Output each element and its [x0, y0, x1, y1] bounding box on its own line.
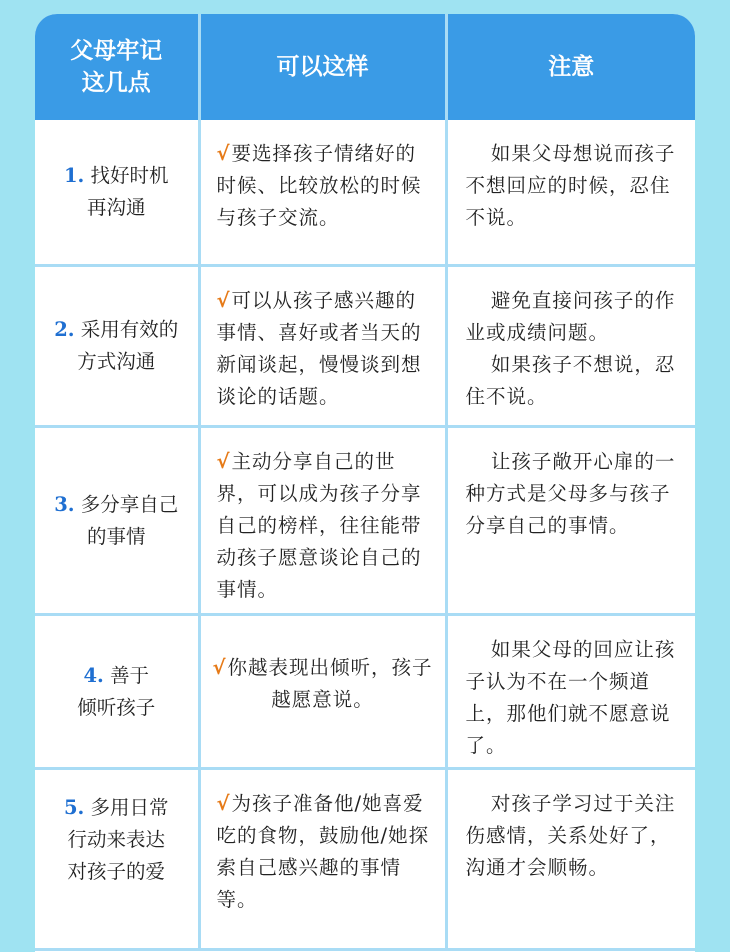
- table-row: [35, 615, 695, 769]
- tip-title-line2: 行动来表达: [67, 828, 165, 851]
- tip-title: 多分享自己: [80, 492, 179, 516]
- tip-title-cell: [35, 120, 199, 266]
- note-cell: [446, 120, 695, 266]
- method-cell: [199, 615, 446, 769]
- note-text: 对孩子学习过于关注伤感情，关系处好了，沟通才会顺畅。: [465, 792, 676, 879]
- method-cell: [199, 266, 446, 427]
- check-icon: √: [216, 450, 231, 473]
- tip-title-cell: [35, 769, 199, 950]
- header-col3: 注意: [446, 14, 695, 120]
- method-text: 为孩子准备他/她喜爱吃的食物，鼓励他/她探索自己感兴趣的事情等。: [216, 792, 430, 911]
- table-card: [35, 14, 695, 952]
- tip-title: 采用有效的: [80, 318, 179, 341]
- tip-title-line2: 再沟通: [86, 196, 146, 219]
- tip-number: 5.: [63, 796, 85, 819]
- header-col1-line1: 父母牢记: [70, 38, 163, 64]
- note-text-2: 如果孩子不想说，忍住不说。: [465, 353, 676, 408]
- tip-number: 4.: [83, 663, 104, 687]
- note-cell: [446, 615, 695, 769]
- header-col1: [35, 14, 199, 120]
- tip-title-cell: [35, 615, 199, 769]
- header-col2: 可以这样: [199, 14, 446, 120]
- table-row: [35, 427, 695, 615]
- tip-title-cell: [35, 427, 199, 615]
- table-row: [35, 769, 695, 950]
- note-text: 避免直接问孩子的作业或成绩问题。: [465, 289, 676, 344]
- note-cell: [446, 427, 695, 615]
- header-row: [35, 14, 695, 120]
- tip-title: 多用日常: [90, 796, 169, 819]
- method-text: 可以从孩子感兴趣的事情、喜好或者当天的新闻谈起，慢慢谈到想谈论的话题。: [216, 289, 422, 408]
- tip-title-cell: [35, 266, 199, 427]
- note-text: 如果父母想说而孩子不想回应的时候，忍住不说。: [465, 142, 676, 229]
- tip-title-line2: 倾听孩子: [77, 695, 156, 719]
- tip-number: 3.: [54, 492, 75, 516]
- method-text: 要选择孩子情绪好的时候、比较放松的时候与孩子交流。: [216, 142, 422, 229]
- tips-table: [35, 14, 695, 951]
- tip-title-line2: 方式沟通: [77, 350, 156, 373]
- check-icon: √: [216, 142, 231, 165]
- header-col1-line2: 这几点: [81, 70, 151, 96]
- tip-title-line2: 的事情: [86, 524, 146, 548]
- method-text: 你越表现出倾听，孩子越愿意说。: [227, 656, 433, 711]
- tip-number: 1.: [63, 164, 85, 187]
- method-cell: [199, 769, 446, 950]
- tip-title: 善于: [110, 663, 150, 687]
- note-text: 让孩子敞开心扉的一种方式是父母多与孩子分享自己的事情。: [465, 450, 676, 537]
- tip-title: 找好时机: [90, 164, 169, 187]
- check-icon: √: [216, 792, 231, 815]
- method-cell: [199, 120, 446, 266]
- table-row: [35, 120, 695, 266]
- tip-title-line3: 对孩子的爱: [67, 860, 165, 883]
- check-icon: √: [216, 289, 231, 312]
- method-text: 主动分享自己的世界，可以成为孩子分享自己的榜样，往往能带动孩子愿意谈论自己的事情。: [216, 450, 422, 601]
- method-cell: [199, 427, 446, 615]
- check-icon: √: [212, 656, 227, 679]
- note-cell: [446, 266, 695, 427]
- note-cell: [446, 769, 695, 950]
- tip-number: 2.: [54, 318, 75, 341]
- note-text: 如果父母的回应让孩子认为不在一个频道上，那他们就不愿意说了。: [465, 638, 676, 757]
- table-row: [35, 266, 695, 427]
